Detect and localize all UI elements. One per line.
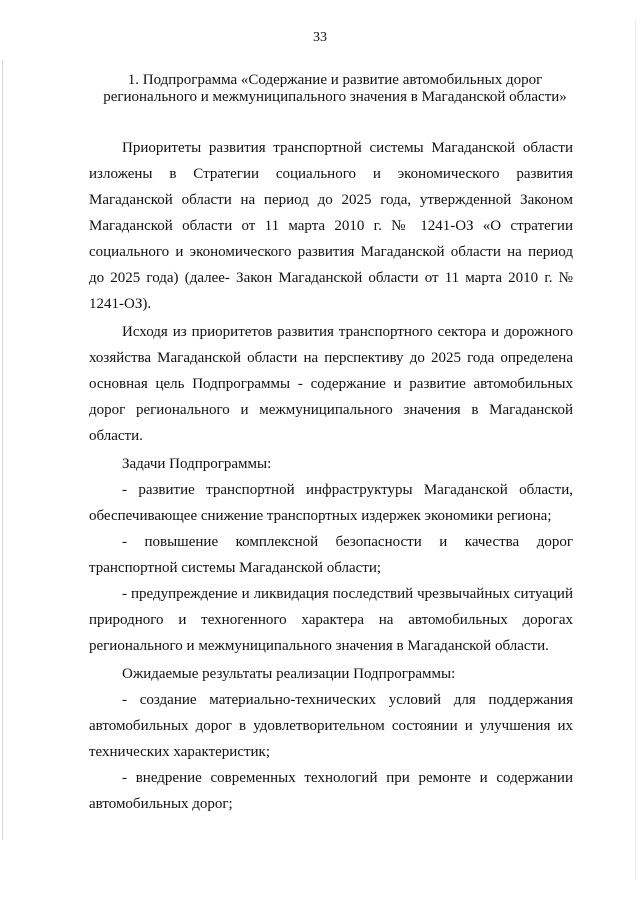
list-item-result-2: - внедрение современных технологий при ремонте и содержании автомобильных дорог;: [89, 770, 573, 812]
list-item-task-1: - развитие транспортной инфраструктуры Магаданской области, обеспечивающее снижение транспортных издержек экономики региона;: [89, 482, 573, 524]
section-title: [90, 72, 580, 106]
section-title-line-2: регионального и межмуниципального значения в Магаданской области»: [103, 89, 567, 105]
section-title-line-1: 1. Подпрограмма «Содержание и развитие автомобильных дорог: [127, 72, 543, 88]
list-item-task-3: - предупреждение и ликвидация последствий чрезвычайных ситуаций природного и техногенного характера на автомобильных дорогах регионального и межмуниципального значения в Магаданской области.: [89, 586, 573, 654]
paragraph-tasks-heading: Задачи Подпрограммы:: [122, 456, 272, 472]
list-item-task-2: - повышение комплексной безопасности и качества дорог транспортной системы Магаданской области;: [89, 534, 573, 576]
list-item-result-1: - создание материально-технических условий для поддержания автомобильных дорог в удовлетворительном состоянии и улучшения их технических характеристик;: [89, 692, 573, 760]
paragraph-goal: Исходя из приоритетов развития транспортного сектора и дорожного хозяйства Магаданской области на перспективу до 2025 года определена основная цель Подпрограммы - содержание и развитие автомобильных дорог регионального и межмуниципального значения в Магаданской области.: [89, 324, 573, 444]
paragraph-results-heading: Ожидаемые результаты реализации Подпрограммы:: [122, 666, 456, 682]
page-number: 33: [313, 30, 327, 45]
paragraph-priorities: Приоритеты развития транспортной системы Магаданской области изложены в Стратегии социального и экономического развития Магаданской области на период до 2025 года, утвержденной Законом Магаданской области от 11 марта 2010 г. № 1241-ОЗ «О стратегии социального и экономического развития Магаданской области на период до 2025 года) (далее- Закон Магаданской области от 11 марта 2010 г. № 1241-ОЗ).: [89, 140, 573, 312]
scan-edge-right: [635, 20, 636, 880]
scan-edge-left: [2, 60, 3, 840]
document-body: [89, 135, 573, 817]
